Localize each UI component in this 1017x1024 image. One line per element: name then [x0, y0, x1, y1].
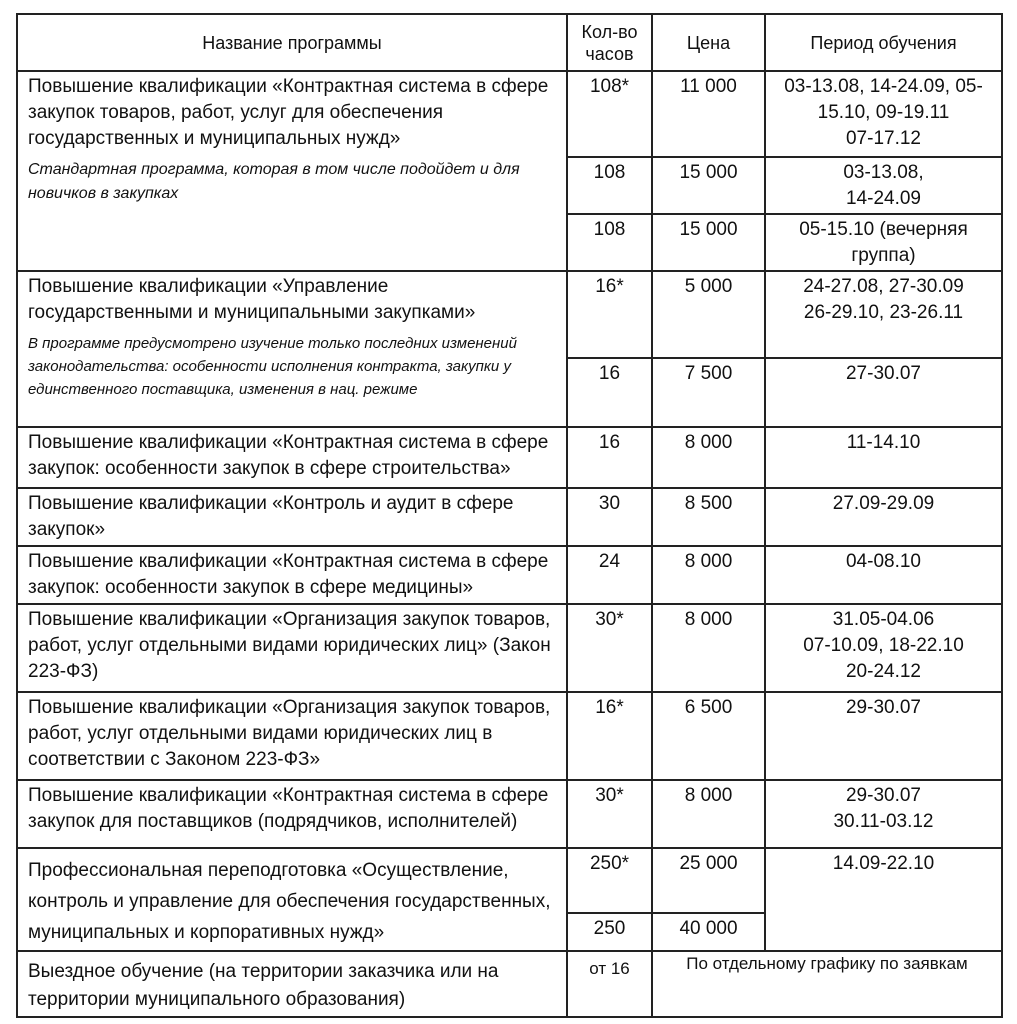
program-title: Повышение квалификации «Контроль и аудит в сфере закупок» [28, 493, 514, 540]
period-line: 30.11-03.12 [833, 811, 934, 832]
hours-cell: 24 [567, 546, 652, 604]
header-hours [567, 14, 652, 71]
hours-cell: от 16 [567, 951, 652, 1017]
period-line: 14.09-22.10 [832, 853, 935, 874]
hours-cell: 108 [567, 214, 652, 271]
header-name: Название программы [17, 14, 567, 71]
program-title: Профессиональная переподготовка «Осуществление, контроль и управление для обеспечения государственных, муниципальных и корпоративных нужд» [28, 860, 551, 943]
price-cell: 8 500 [652, 488, 765, 546]
price-cell: 8 000 [652, 780, 765, 848]
program-name-cell [17, 488, 567, 546]
period-line: 03-13.08, [843, 162, 924, 183]
program-name-cell [17, 848, 567, 951]
period-line: 03-13.08, 14-24.09, 05- [784, 76, 983, 97]
table-row [17, 848, 1002, 913]
period-line: 20-24.12 [845, 661, 921, 682]
period-cell [765, 604, 1002, 692]
period-cell [765, 358, 1002, 427]
period-cell [765, 427, 1002, 488]
period-cell [765, 488, 1002, 546]
period-line: группа) [851, 245, 916, 266]
program-title: Выездное обучение (на территории заказчика или на территории муниципального образования) [28, 961, 499, 1010]
period-line: 11-14.10 [846, 432, 921, 453]
program-name-cell [17, 71, 567, 271]
program-note: В программе предусмотрено изучение только последних изменений законодательства: особенности исполнения контракта, закупки у единственного поставщика, изменения в нац. режиме [28, 335, 517, 398]
period-cell [765, 692, 1002, 780]
hours-cell: 16 [567, 427, 652, 488]
period-line: 27.09-29.09 [832, 493, 935, 514]
programs-table [16, 13, 1003, 1018]
program-title: Повышение квалификации «Организация закупок товаров, работ, услуг отдельными видами юридических лиц в соответствии с Законом 223-ФЗ» [28, 697, 551, 770]
table-row [17, 427, 1002, 488]
period-line: 29-30.07 [845, 697, 921, 718]
period-line: 24-27.08, 27-30.09 [803, 276, 964, 297]
hours-cell: 30* [567, 604, 652, 692]
program-name-cell [17, 427, 567, 488]
program-title: Повышение квалификации «Контрактная система в сфере закупок для поставщиков (подрядчиков, исполнителей) [28, 785, 549, 832]
price-cell: 25 000 [652, 848, 765, 913]
hours-cell: 250* [567, 848, 652, 913]
period-cell [765, 546, 1002, 604]
period-line: 26-29.10, 23-26.11 [803, 302, 964, 323]
table-row [17, 951, 1002, 1017]
period-cell [765, 271, 1002, 358]
header-period: Период обучения [765, 14, 1002, 71]
period-line: 07-10.09, 18-22.10 [803, 635, 964, 656]
header-hours-line2: часов [585, 43, 634, 64]
program-name-cell [17, 604, 567, 692]
price-cell: 8 000 [652, 546, 765, 604]
hours-cell: 16* [567, 271, 652, 358]
period-line: 07-17.12 [845, 128, 921, 149]
program-title: Повышение квалификации «Организация закупок товаров, работ, услуг отдельными видами юридических лиц» (Закон 223-ФЗ) [28, 609, 551, 682]
hours-cell: 30* [567, 780, 652, 848]
program-name-cell [17, 692, 567, 780]
program-name-cell [17, 780, 567, 848]
program-title: Повышение квалификации «Контрактная система в сфере закупок: особенности закупок в сфере строительства» [28, 432, 549, 479]
table-row [17, 546, 1002, 604]
price-cell: 5 000 [652, 271, 765, 358]
program-title: Повышение квалификации «Управление государственными и муниципальными закупками» [28, 276, 476, 323]
program-name-cell [17, 951, 567, 1017]
price-cell: 40 000 [652, 913, 765, 951]
table-row [17, 692, 1002, 780]
price-cell: 6 500 [652, 692, 765, 780]
program-note: Стандартная программа, которая в том числе подойдет и для новичков в закупках [28, 161, 520, 202]
price-cell: 11 000 [652, 71, 765, 157]
hours-cell: 16 [567, 358, 652, 427]
price-cell: 8 000 [652, 604, 765, 692]
period-cell [765, 71, 1002, 157]
hours-cell: 108* [567, 71, 652, 157]
period-cell [765, 214, 1002, 271]
schedule-note-cell: По отдельному графику по заявкам [652, 951, 1002, 1017]
period-cell [765, 780, 1002, 848]
period-line: 05-15.10 (вечерняя [799, 219, 968, 240]
program-title: Повышение квалификации «Контрактная система в сфере закупок: особенности закупок в сфере медицины» [28, 551, 549, 598]
period-line: 31.05-04.06 [832, 609, 935, 630]
program-name-cell [17, 546, 567, 604]
price-cell: 15 000 [652, 157, 765, 214]
header-price: Цена [652, 14, 765, 71]
table-row [17, 271, 1002, 358]
table-row [17, 488, 1002, 546]
period-line: 29-30.07 [845, 785, 921, 806]
hours-cell: 30 [567, 488, 652, 546]
table-header-row [17, 14, 1002, 71]
period-cell [765, 848, 1002, 951]
header-hours-line1: Кол-во [581, 21, 638, 42]
price-cell: 8 000 [652, 427, 765, 488]
hours-cell: 250 [567, 913, 652, 951]
table-row [17, 604, 1002, 692]
price-cell: 15 000 [652, 214, 765, 271]
period-cell [765, 157, 1002, 214]
period-line: 14-24.09 [845, 188, 921, 209]
program-title: Повышение квалификации «Контрактная система в сфере закупок товаров, работ, услуг для обеспечения государственных и муниципальных нужд» [28, 76, 549, 149]
period-line: 04-08.10 [845, 551, 921, 572]
hours-cell: 108 [567, 157, 652, 214]
period-line: 27-30.07 [845, 363, 921, 384]
table-row [17, 780, 1002, 848]
table-row [17, 71, 1002, 157]
price-cell: 7 500 [652, 358, 765, 427]
program-name-cell [17, 271, 567, 427]
hours-cell: 16* [567, 692, 652, 780]
period-line: 15.10, 09-19.11 [817, 102, 950, 123]
